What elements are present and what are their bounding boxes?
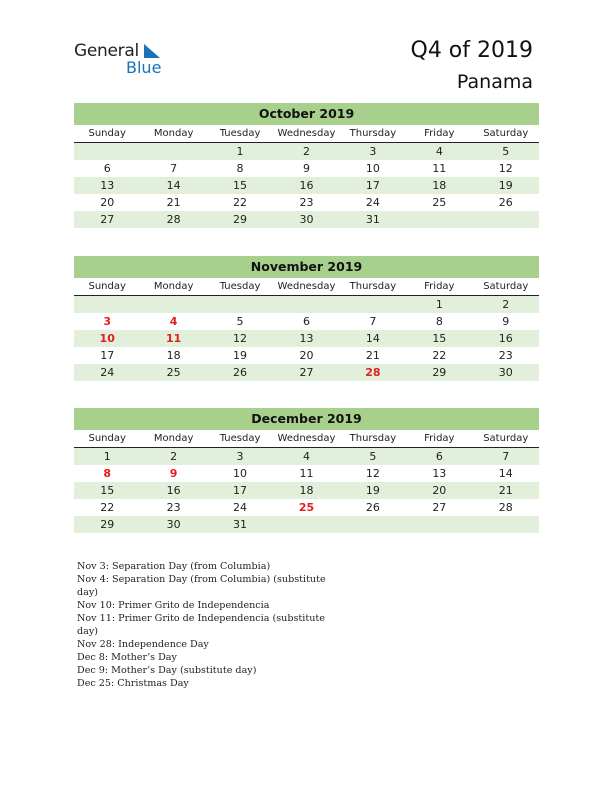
day-cell: 23 <box>166 501 181 514</box>
day-cell: 17 <box>233 484 248 497</box>
holiday-note: Nov 4: Separation Day (from Columbia) (substitute day) <box>77 574 326 598</box>
weekday-label: Saturday <box>483 281 529 292</box>
day-cell: 17 <box>100 349 115 362</box>
day-cell: 31 <box>365 213 380 226</box>
day-cell <box>406 516 472 533</box>
weekday-label: Sunday <box>88 128 126 139</box>
holiday-note: Dec 8: Mother’s Day <box>77 652 177 663</box>
day-cell: 13 <box>432 467 447 480</box>
weekday-label: Thursday <box>349 281 397 292</box>
day-cell: 26 <box>365 501 380 514</box>
day-cell: 21 <box>365 349 380 362</box>
weekday-label: Friday <box>424 128 455 139</box>
week-row <box>74 143 539 160</box>
day-cell <box>273 516 339 533</box>
holiday-day-cell: 10 <box>99 332 115 345</box>
day-cell: 31 <box>233 518 248 531</box>
day-cell: 30 <box>498 366 513 379</box>
month-calendar <box>74 256 539 381</box>
weekday-label: Thursday <box>349 433 397 444</box>
holiday-day-cell: 4 <box>169 315 178 328</box>
day-cell: 7 <box>170 162 178 175</box>
day-cell: 6 <box>302 315 310 328</box>
day-cell: 30 <box>166 518 181 531</box>
day-cell: 7 <box>502 450 510 463</box>
day-cell: 20 <box>299 349 314 362</box>
day-cell: 12 <box>498 162 513 175</box>
weekday-label: Tuesday <box>219 433 261 444</box>
holiday-note: Nov 10: Primer Grito de Independencia <box>77 600 270 611</box>
holiday-note: Nov 28: Independence Day <box>77 639 209 650</box>
weekday-label: Tuesday <box>219 281 261 292</box>
day-cell <box>74 296 140 313</box>
day-cell: 4 <box>302 450 310 463</box>
day-cell: 5 <box>369 450 377 463</box>
day-cell <box>140 296 206 313</box>
day-cell: 19 <box>365 484 380 497</box>
day-cell: 25 <box>166 366 181 379</box>
month-title: October 2019 <box>74 103 539 125</box>
day-cell: 12 <box>365 467 380 480</box>
day-cell: 22 <box>432 349 447 362</box>
week-row <box>74 160 539 177</box>
day-cell: 13 <box>100 179 115 192</box>
holiday-day-cell: 3 <box>103 315 112 328</box>
day-cell: 2 <box>302 145 310 158</box>
week-row <box>74 177 539 194</box>
day-cell: 1 <box>236 145 244 158</box>
day-cell: 2 <box>502 298 510 311</box>
day-cell: 16 <box>166 484 181 497</box>
day-cell: 10 <box>233 467 248 480</box>
holiday-note: Dec 25: Christmas Day <box>77 678 189 689</box>
weekday-label: Monday <box>153 128 194 139</box>
week-row <box>74 347 539 364</box>
day-cell: 29 <box>233 213 248 226</box>
week-row <box>74 448 539 465</box>
day-cell: 29 <box>100 518 115 531</box>
day-cell: 26 <box>498 196 513 209</box>
day-cell: 30 <box>299 213 314 226</box>
day-cell: 22 <box>233 196 248 209</box>
logo-blue-text: Blue <box>126 58 162 77</box>
day-cell: 15 <box>233 179 248 192</box>
week-row <box>74 364 539 381</box>
month-title: December 2019 <box>74 408 539 430</box>
day-cell <box>406 211 472 228</box>
holiday-note: Nov 11: Primer Grito de Independencia (substitute day) <box>77 613 325 637</box>
day-cell: 26 <box>233 366 248 379</box>
day-cell: 11 <box>299 467 314 480</box>
weekday-label: Monday <box>153 281 194 292</box>
day-cell: 19 <box>498 179 513 192</box>
weekday-label: Friday <box>424 281 455 292</box>
month-calendar <box>74 103 539 228</box>
week-row <box>74 313 539 330</box>
day-cell: 13 <box>299 332 314 345</box>
week-row <box>74 465 539 482</box>
holiday-day-cell: 9 <box>169 467 178 480</box>
day-cell: 1 <box>103 450 111 463</box>
day-cell: 24 <box>233 501 248 514</box>
day-cell: 9 <box>302 162 310 175</box>
day-cell: 28 <box>166 213 181 226</box>
day-cell: 9 <box>502 315 510 328</box>
month-calendar <box>74 408 539 533</box>
day-cell: 17 <box>365 179 380 192</box>
weekday-label: Friday <box>424 433 455 444</box>
day-cell: 24 <box>100 366 115 379</box>
weekday-label: Sunday <box>88 433 126 444</box>
weekday-label: Wednesday <box>277 433 336 444</box>
weekday-label: Wednesday <box>277 128 336 139</box>
week-row <box>74 194 539 211</box>
logo <box>74 41 184 77</box>
day-cell: 3 <box>369 145 377 158</box>
weekday-label: Wednesday <box>277 281 336 292</box>
holiday-day-cell: 11 <box>165 332 182 345</box>
day-cell: 20 <box>432 484 447 497</box>
day-cell: 8 <box>435 315 443 328</box>
day-cell: 11 <box>432 162 447 175</box>
day-cell: 12 <box>233 332 248 345</box>
day-cell: 22 <box>100 501 115 514</box>
day-cell: 18 <box>166 349 181 362</box>
weekday-label: Monday <box>153 433 194 444</box>
day-cell: 10 <box>365 162 380 175</box>
holiday-day-cell: 28 <box>365 366 381 379</box>
day-cell <box>74 143 140 160</box>
day-cell: 6 <box>103 162 111 175</box>
day-cell: 5 <box>236 315 244 328</box>
day-cell: 5 <box>502 145 510 158</box>
weekday-header-row <box>74 125 539 143</box>
week-row <box>74 499 539 516</box>
weekday-label: Saturday <box>483 128 529 139</box>
weekday-header-row <box>74 278 539 296</box>
day-cell: 20 <box>100 196 115 209</box>
day-cell: 16 <box>498 332 513 345</box>
day-cell: 21 <box>166 196 181 209</box>
month-title: November 2019 <box>74 256 539 278</box>
week-row <box>74 330 539 347</box>
logo-general-text: General <box>74 41 139 61</box>
day-cell: 14 <box>365 332 380 345</box>
day-cell: 27 <box>299 366 314 379</box>
day-cell <box>340 516 406 533</box>
page-title: Q4 of 2019 <box>410 38 533 63</box>
day-cell: 8 <box>236 162 244 175</box>
day-cell: 4 <box>435 145 443 158</box>
holiday-note: Dec 9: Mother’s Day (substitute day) <box>77 665 257 676</box>
day-cell: 3 <box>236 450 244 463</box>
day-cell: 28 <box>498 501 513 514</box>
weekday-label: Tuesday <box>219 128 261 139</box>
holiday-note: Nov 3: Separation Day (from Columbia) <box>77 561 271 572</box>
day-cell: 15 <box>432 332 447 345</box>
day-cell <box>207 296 273 313</box>
day-cell <box>273 296 339 313</box>
day-cell <box>473 211 539 228</box>
day-cell: 21 <box>498 484 513 497</box>
day-cell: 1 <box>435 298 443 311</box>
week-row <box>74 516 539 533</box>
day-cell: 27 <box>432 501 447 514</box>
day-cell: 18 <box>432 179 447 192</box>
country-name: Panama <box>456 71 533 93</box>
day-cell <box>340 296 406 313</box>
weekday-label: Sunday <box>88 281 126 292</box>
week-row <box>74 211 539 228</box>
weekday-header-row <box>74 430 539 448</box>
day-cell: 18 <box>299 484 314 497</box>
day-cell <box>473 516 539 533</box>
week-row <box>74 482 539 499</box>
day-cell <box>140 143 206 160</box>
day-cell: 19 <box>233 349 248 362</box>
day-cell: 23 <box>299 196 314 209</box>
day-cell: 6 <box>435 450 443 463</box>
day-cell: 2 <box>170 450 178 463</box>
day-cell: 14 <box>166 179 181 192</box>
day-cell: 27 <box>100 213 115 226</box>
day-cell: 7 <box>369 315 377 328</box>
day-cell: 15 <box>100 484 115 497</box>
day-cell: 25 <box>432 196 447 209</box>
holiday-day-cell: 25 <box>298 501 315 514</box>
day-cell: 29 <box>432 366 447 379</box>
holiday-notes <box>77 560 337 690</box>
holiday-day-cell: 8 <box>103 467 112 480</box>
day-cell: 14 <box>498 467 513 480</box>
week-row <box>74 296 539 313</box>
weekday-label: Saturday <box>483 433 529 444</box>
day-cell: 24 <box>365 196 380 209</box>
weekday-label: Thursday <box>349 128 397 139</box>
day-cell: 23 <box>498 349 513 362</box>
day-cell: 16 <box>299 179 314 192</box>
